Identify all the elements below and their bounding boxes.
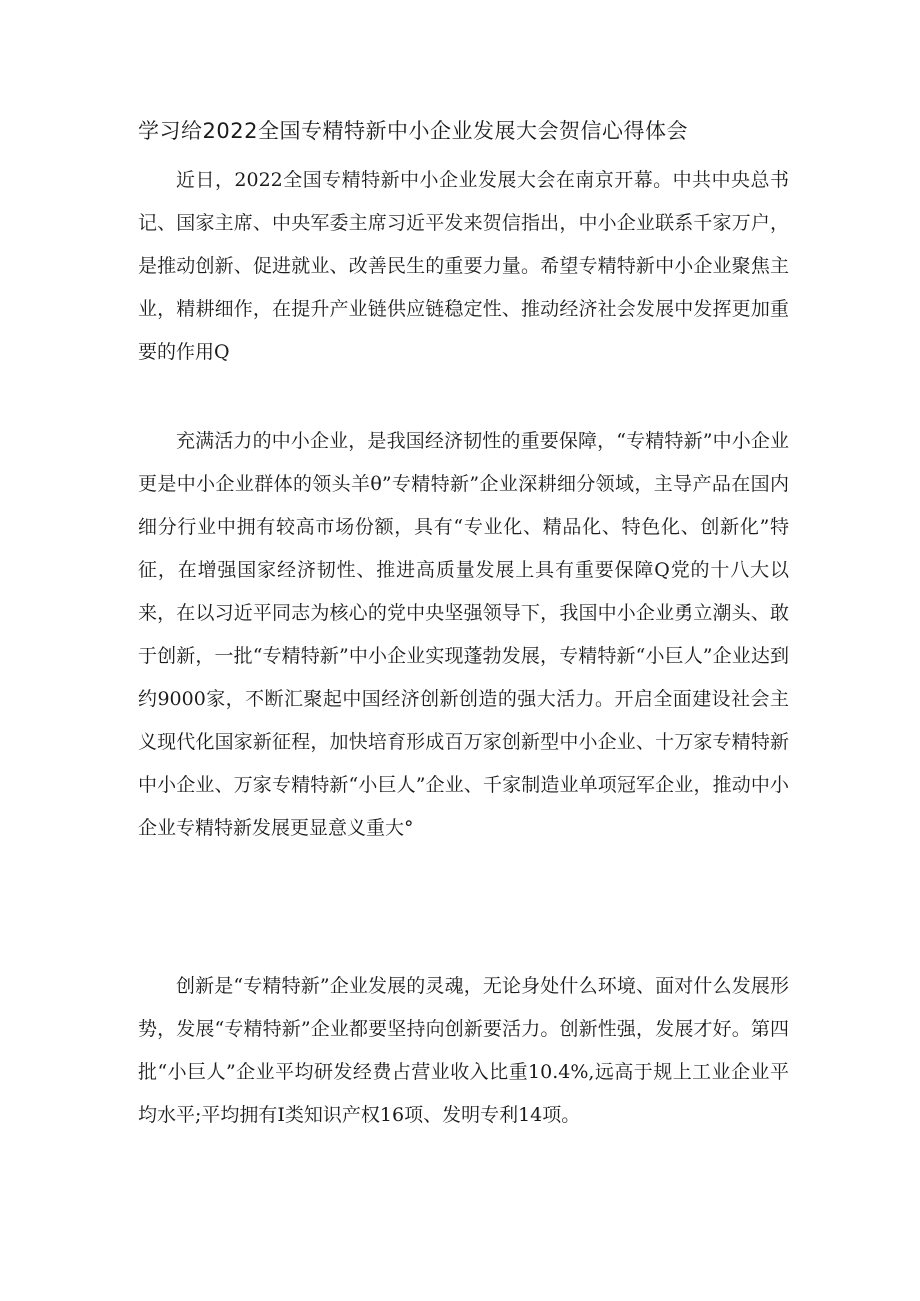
paragraph-1: 近日，2022全国专精特新中小企业发展大会在南京开幕。中共中央总书记、国家主席、中央军委主席习近平发来贺信指出，中小企业联系千家万户，是推动创新、促进就业、改善民生的重要力量。希望专精特新中小企业聚焦主业，精耕细作，在提升产业链供应链稳定性、推动经济社会发展中发挥更加重要的作用Q xyxy=(138,169,789,363)
document-title: 学习给2022全国专精特新中小企业发展大会贺信心得体会 xyxy=(138,119,688,143)
paragraph-2: 充满活力的中小企业，是我国经济韧性的重要保障，“专精特新”中小企业更是中小企业群体的领头羊θ”专精特新”企业深耕细分领域，主导产品在国内细分行业中拥有较高市场份额，具有“专业化、精品化、特色化、创新化”特征，在增强国家经济韧性、推进高质量发展上具有重要保障Q党的十八大以来，在以习近平同志为核心的党中央坚强领导下，我国中小企业勇立潮头、敢于创新，一批“专精特新”中小企业实现蓬勃发展，专精特新“小巨人”企业达到约9000家，不断汇聚起中国经济创新创造的强大活力。开启全面建设社会主义现代化国家新征程，加快培育形成百万家创新型中小企业、十万家专精特新中小企业、万家专精特新“小巨人”企业、千家制造业单项冠军企业，推动中小企业专精特新发展更显意义重大° xyxy=(138,430,789,839)
paragraph-3: 创新是“专精特新”企业发展的灵魂，无论身处什么环境、面对什么发展形势，发展“专精特新”企业都要坚持向创新要活力。创新性强，发展才好。第四批“小巨人”企业平均研发经费占营业收入比重10.4%,远高于规上工业企业平均水平;平均拥有I类知识产权16项、发明专利14项。 xyxy=(138,975,789,1126)
